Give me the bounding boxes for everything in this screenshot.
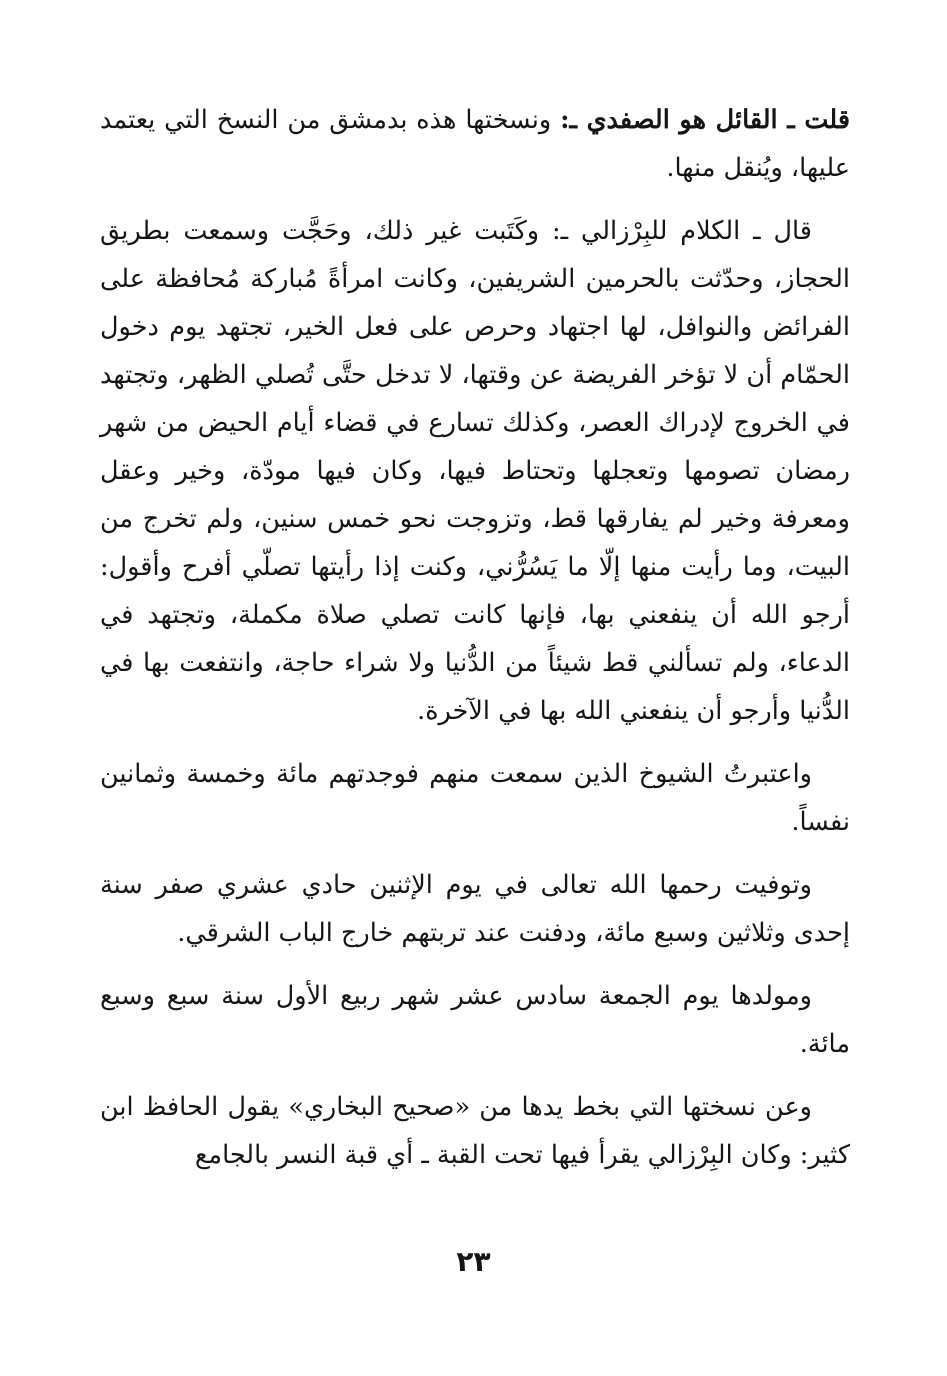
paragraph-shuyukh-count: واعتبرتُ الشيوخ الذين سمعت منهم فوجدتهم مائة وخمسة وثمانين نفساً. (100, 759, 850, 837)
speaker-attribution: قلت ـ القائل هو الصفدي ـ: (560, 105, 851, 135)
paragraph-birzali-account: قال ـ الكلام للبِرْزالي ـ: وكَتَبت غير ذلك، وحَجَّت وسمعت بطريق الحجاز، وحدّثت بالحرمين الشريفين، وكانت امرأةً مُباركة مُحافظة على الفرائض والنوافل، لها اجتهاد وحرص على فعل الخير، تجتهد يوم دخول الحمّام أن لا تؤخر الفريضة عن وقتها، لا تدخل حتَّى تُصلي الظهر، وتجتهد في الخروج لإدراك العصر، وكذلك تسارع في قضاء أيام الحيض من شهر رمضان تصومها وتعجلها وتحتاط فيها، وكان فيها مودّة، وخير وعقل ومعرفة وخير لم يفارقها قط، وتزوجت نحو خمس سنين، ولم تخرج من البيت، وما رأيت منها إلّا ما يَسُرُّني، وكنت إذا رأيتها تصلّي أفرح وأقول: أرجو الله أن ينفعني بها، فإنها كانت تصلي صلاة مكملة، وتجتهد في الدعاء، ولم تسألني قط شيئاً من الدُّنيا ولا شراء حاجة، وانتفعت بها في الدُّنيا وأرجو أن ينفعني الله بها في الآخرة. (100, 216, 850, 726)
page-number: ٢٣ (456, 1245, 491, 1278)
paragraph-bukhari-copy: وعن نسختها التي بخط يدها من «صحيح البخاري» يقول الحافظ ابن كثير: وكان البِرْزالي يقرأ فيها تحت القبة ـ أي قبة النسر بالجامع (100, 1092, 850, 1170)
paragraph-death-date: وتوفيت رحمها الله تعالى في يوم الإثنين حادي عشري صفر سنة إحدى وثلاثين وسبع مائة، ودفنت عند تربتهم خارج الباب الشرقي. (100, 870, 850, 948)
paragraph-safadi-note (100, 96, 850, 192)
paragraph-text: ونسختها هذه بدمشق من النسخ التي يعتمد عليها، ويُنقل منها. (100, 105, 850, 183)
page-body (100, 96, 850, 1194)
paragraph-birth-date: ومولدها يوم الجمعة سادس عشر شهر ربيع الأول سنة سبع وسبع مائة. (100, 981, 850, 1059)
